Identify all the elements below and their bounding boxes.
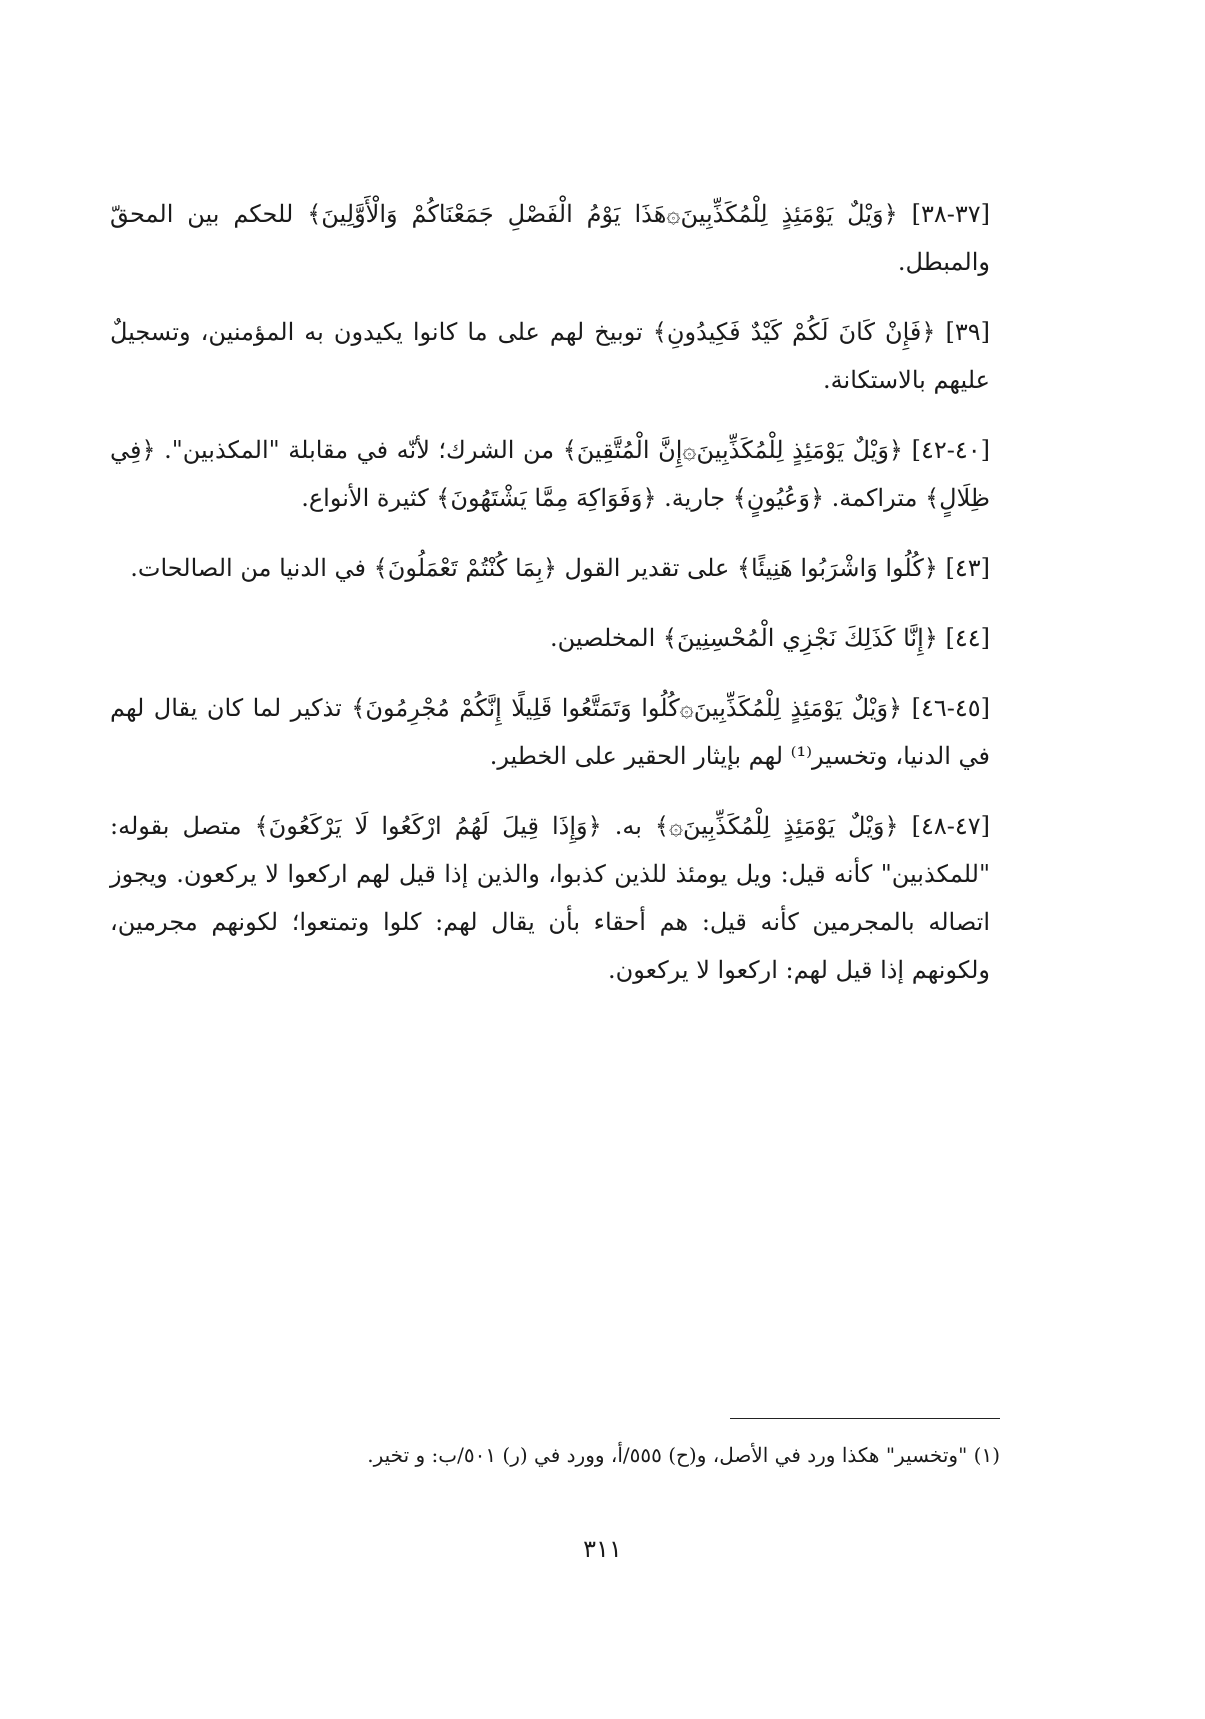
footnote-divider [730, 1418, 1000, 1419]
verse-ref: [٤٠-٤٢] [911, 436, 990, 464]
paragraph-text: ﴿وَيْلٌ يَوْمَئِذٍ لِلْمُكَذِّبِينَ۞إِنَّ الْمُتَّقِينَ﴾ من الشرك؛ لأنّه في مقابلة "المكذبين". ﴿فِي ظِلَالٍ﴾ متراكمة. ﴿وَعُيُونٍ﴾ جارية. ﴿وَفَوَاكِهَ مِمَّا يَشْتَهُونَ﴾ كثيرة الأنواع. [110, 436, 990, 512]
paragraph-39 [110, 308, 990, 404]
paragraph-47-48 [110, 802, 990, 994]
verse-ref: [٣٧-٣٨] [911, 200, 990, 228]
paragraph-text: ﴿إِنَّا كَذَلِكَ نَجْزِي الْمُحْسِنِينَ﴾ المخلصين. [550, 624, 938, 652]
verse-ref: [٣٩] [945, 318, 991, 346]
footnote: (١) "وتخسير" هكذا ورد في الأصل، و(ح) ٥٥٥/أ، وورد في (ر) ٥٠١/ب: و تخير. [367, 1443, 1000, 1467]
paragraph-text: ﴿وَيْلٌ يَوْمَئِذٍ لِلْمُكَذِّبِينَ۞كُلُوا وَتَمَتَّعُوا قَلِيلًا إِنَّكُمْ مُجْرِمُونَ﴾ تذكير لما كان يقال لهم في الدنيا، وتخسير⁽¹⁾ لهم بإيثار الحقير على الخطير. [110, 694, 990, 770]
page-body [110, 190, 990, 1016]
paragraph-text: ﴿وَيْلٌ يَوْمَئِذٍ لِلْمُكَذِّبِينَ۞هَذَا يَوْمُ الْفَصْلِ جَمَعْنَاكُمْ وَالْأَوَّلِينَ﴾ للحكم بين المحقّ والمبطل. [110, 200, 990, 276]
paragraph-40-42 [110, 426, 990, 522]
verse-ref: [٤٧-٤٨] [911, 812, 990, 840]
page-number: ٣١١ [583, 1535, 622, 1563]
paragraph-43 [110, 544, 990, 592]
paragraph-37-38 [110, 190, 990, 286]
paragraph-44 [110, 614, 990, 662]
paragraph-text: ﴿كُلُوا وَاشْرَبُوا هَنِيئًا﴾ على تقدير القول ﴿بِمَا كُنْتُمْ تَعْمَلُونَ﴾ في الدنيا من الصالحات. [130, 554, 938, 582]
verse-ref: [٤٤] [945, 624, 990, 652]
paragraph-text: ﴿وَيْلٌ يَوْمَئِذٍ لِلْمُكَذِّبِينَ۞﴾ به. ﴿وَإِذَا قِيلَ لَهُمُ ارْكَعُوا لَا يَرْكَعُونَ﴾ متصل بقوله: "للمكذبين" كأنه قيل: ويل يومئذ للذين كذبوا، والذين إذا قيل لهم اركعوا لا يركعون. ويجوز اتصاله بالمجرمين كأنه قيل: هم أحقاء بأن يقال لهم: كلوا وتمتعوا؛ لكونهم مجرمين، ولكونهم إذا قيل لهم: اركعوا لا يركعون. [110, 812, 990, 984]
verse-ref: [٤٥-٤٦] [911, 694, 990, 722]
paragraph-45-46 [110, 684, 990, 780]
verse-ref: [٤٣] [945, 554, 990, 582]
paragraph-text: ﴿فَإِنْ كَانَ لَكُمْ كَيْدٌ فَكِيدُونِ﴾ توبيخ لهم على ما كانوا يكيدون به المؤمنين، وتسجيلٌ عليهم بالاستكانة. [110, 318, 990, 394]
